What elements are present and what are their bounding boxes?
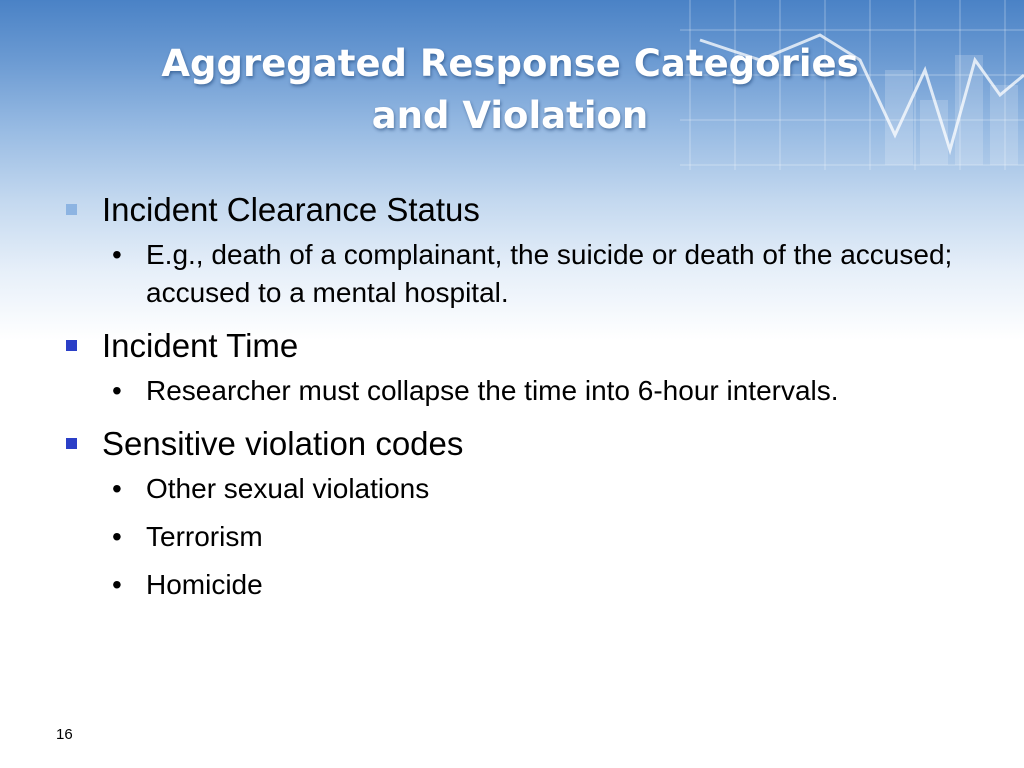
- slide-title-line-2: and Violation: [371, 94, 649, 137]
- bullet-heading: [60, 324, 960, 368]
- sub-bullet: [60, 470, 960, 508]
- bullet-heading: [60, 188, 960, 232]
- sub-bullet: [60, 372, 960, 410]
- sub-bullet: [60, 236, 960, 312]
- bullet-heading-text: Incident Clearance Status: [102, 191, 480, 228]
- section-incident-time: [60, 324, 960, 410]
- sub-bullet-text: Homicide: [146, 569, 263, 600]
- bullet-heading-text: Sensitive violation codes: [102, 425, 464, 462]
- bullet-list: [60, 188, 960, 616]
- sub-bullet-text: Terrorism: [146, 521, 263, 552]
- bullet-heading: [60, 422, 960, 466]
- sub-bullet: [60, 566, 960, 604]
- section-incident-clearance: [60, 188, 960, 312]
- page-number: 16: [56, 726, 73, 743]
- bullet-dot-icon: •: [112, 521, 122, 552]
- bullet-dot-icon: •: [112, 473, 122, 504]
- slide-title: [60, 38, 960, 142]
- sub-bullet: [60, 518, 960, 556]
- square-bullet-icon: [66, 438, 77, 449]
- bullet-dot-icon: •: [112, 239, 122, 270]
- sub-bullet-text: E.g., death of a complainant, the suicide or death of the accused; accused to a mental hospital.: [146, 239, 953, 308]
- sub-bullet-text: Other sexual violations: [146, 473, 430, 504]
- sub-bullet-text: Researcher must collapse the time into 6-hour intervals.: [146, 375, 839, 406]
- square-bullet-icon: [66, 340, 77, 351]
- slide-title-line-1: Aggregated Response Categories: [161, 42, 859, 85]
- square-bullet-icon: [66, 204, 77, 215]
- section-sensitive-violation-codes: [60, 422, 960, 604]
- bullet-heading-text: Incident Time: [102, 327, 299, 364]
- bullet-dot-icon: •: [112, 569, 122, 600]
- bullet-dot-icon: •: [112, 375, 122, 406]
